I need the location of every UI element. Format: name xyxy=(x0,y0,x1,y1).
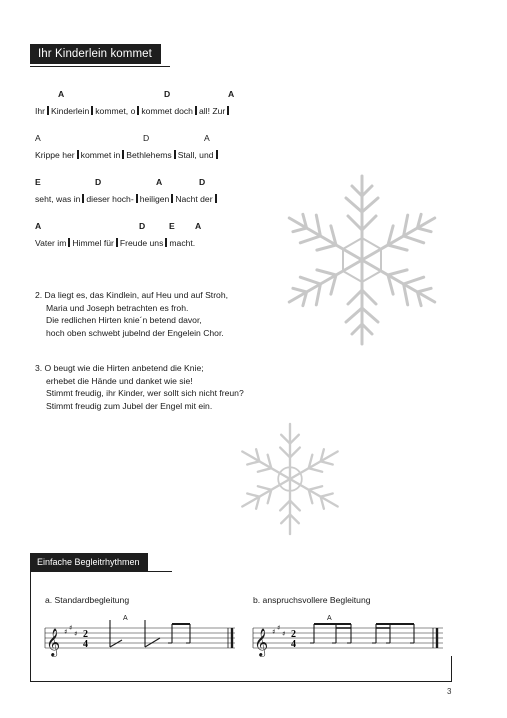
lyric-segment: kommet in xyxy=(80,150,121,160)
chord: A xyxy=(35,221,42,231)
chord: A xyxy=(58,89,65,99)
chord: D xyxy=(143,133,150,143)
lyric-segment: dieser hoch- xyxy=(86,194,134,204)
barline xyxy=(68,238,70,247)
song-title: Ihr Kinderlein kommet xyxy=(30,44,161,64)
lyric-segment: kommet doch xyxy=(141,106,193,116)
chord: D xyxy=(164,89,171,99)
chord: A xyxy=(156,177,163,187)
lyric-segment: seht, was in xyxy=(35,194,81,204)
section-title: Einfache Begleitrhythmen xyxy=(30,553,148,571)
chord: A xyxy=(228,89,235,99)
chord: A xyxy=(195,221,202,231)
lyric-segment: Vater im xyxy=(35,238,67,248)
lyric-segment: Bethlehems xyxy=(126,150,172,160)
barline xyxy=(91,106,93,115)
verse-line: Maria und Joseph betrachten es froh. xyxy=(46,302,189,313)
box-border xyxy=(30,571,31,682)
stanza1-line2 xyxy=(35,133,220,160)
rhythm-a-staff xyxy=(40,610,240,670)
box-border xyxy=(30,681,452,682)
barline xyxy=(195,106,197,115)
rhythm-a-chord: A xyxy=(123,615,128,622)
snowflake-large-icon xyxy=(272,170,452,350)
rhythm-b-staff xyxy=(248,610,448,670)
stanza1-line4 xyxy=(35,221,202,248)
verse-line: 2. Da liegt es, das Kindlein, auf Heu und auf Stroh, xyxy=(35,290,229,300)
chord: A xyxy=(204,133,210,143)
treble-clef-icon: 𝄞 xyxy=(46,628,61,656)
chord: E xyxy=(35,177,41,187)
lyric-segment: macht. xyxy=(169,238,196,248)
sharp-icon: ♯ xyxy=(74,630,78,638)
verse-line: Die redlichen Hirten knie´n betend davor, xyxy=(46,315,202,326)
chord: D xyxy=(95,177,102,187)
barline xyxy=(136,194,138,203)
treble-clef-icon: 𝄞 xyxy=(254,628,269,656)
lyric-segment: Kinderlein xyxy=(51,106,90,116)
lyric-segment: kommet, o xyxy=(95,106,136,116)
time-sig-bottom: 4 xyxy=(291,639,296,650)
lyric-segment: Nacht der xyxy=(175,194,213,204)
barline xyxy=(82,194,84,203)
verse-3 xyxy=(35,362,244,412)
chord: A xyxy=(35,133,41,143)
time-sig-bottom: 4 xyxy=(83,639,88,650)
barline xyxy=(215,194,217,203)
title-underline xyxy=(30,66,170,67)
page-number: 3 xyxy=(447,687,452,696)
stanza1-line1 xyxy=(35,89,235,116)
lyric-segment: Krippe her xyxy=(35,150,75,160)
barline xyxy=(47,106,49,115)
verse-line: Stimmt freudig zum Jubel der Engel mit ein. xyxy=(46,400,213,411)
lyric-segment: heiligen xyxy=(139,194,170,204)
verse-line: Stimmt freudig, ihr Kinder, wer sollt sich nicht freun? xyxy=(46,388,244,399)
lyric-segment: all! Zur xyxy=(198,106,226,116)
barline xyxy=(227,106,229,115)
snowflake-small-icon xyxy=(231,420,349,538)
barline xyxy=(77,150,79,159)
stanza1-line3 xyxy=(35,177,219,204)
verse-line: erhebet die Hände und danket wie sie! xyxy=(46,375,193,386)
barline xyxy=(165,238,167,247)
barline xyxy=(122,150,124,159)
chord: D xyxy=(199,177,206,187)
lyric-segment: Himmel für xyxy=(72,238,114,248)
section-underline xyxy=(30,571,172,572)
sharp-icon: ♯ xyxy=(282,630,286,638)
barline xyxy=(171,194,173,203)
time-sig-top: 2 xyxy=(83,629,88,640)
barline xyxy=(116,238,118,247)
lyric-segment: Freude uns xyxy=(119,238,164,248)
rhythm-a-label: a. Standardbegleitung xyxy=(45,595,130,605)
box-border xyxy=(451,656,452,682)
chord: E xyxy=(169,221,175,231)
rhythm-b-chord: A xyxy=(327,615,332,622)
barline xyxy=(216,150,218,159)
verse-line: 3. O beugt wie die Hirten anbetend die Knie; xyxy=(35,363,204,373)
sharp-icon: ♯ xyxy=(277,624,281,632)
barline xyxy=(137,106,139,115)
sharp-icon: ♯ xyxy=(64,628,68,636)
time-sig-top: 2 xyxy=(291,629,296,640)
lyric-segment: Ihr xyxy=(35,106,46,116)
chord: D xyxy=(139,221,146,231)
sharp-icon: ♯ xyxy=(272,628,276,636)
rhythm-b-label: b. anspruchsvollere Begleitung xyxy=(253,595,371,605)
lyric-segment: Stall, und xyxy=(177,150,214,160)
verse-2 xyxy=(35,289,228,339)
sharp-icon: ♯ xyxy=(69,624,73,632)
barline xyxy=(174,150,176,159)
verse-line: hoch oben schwebt jubelnd der Engelein Chor. xyxy=(46,327,224,338)
